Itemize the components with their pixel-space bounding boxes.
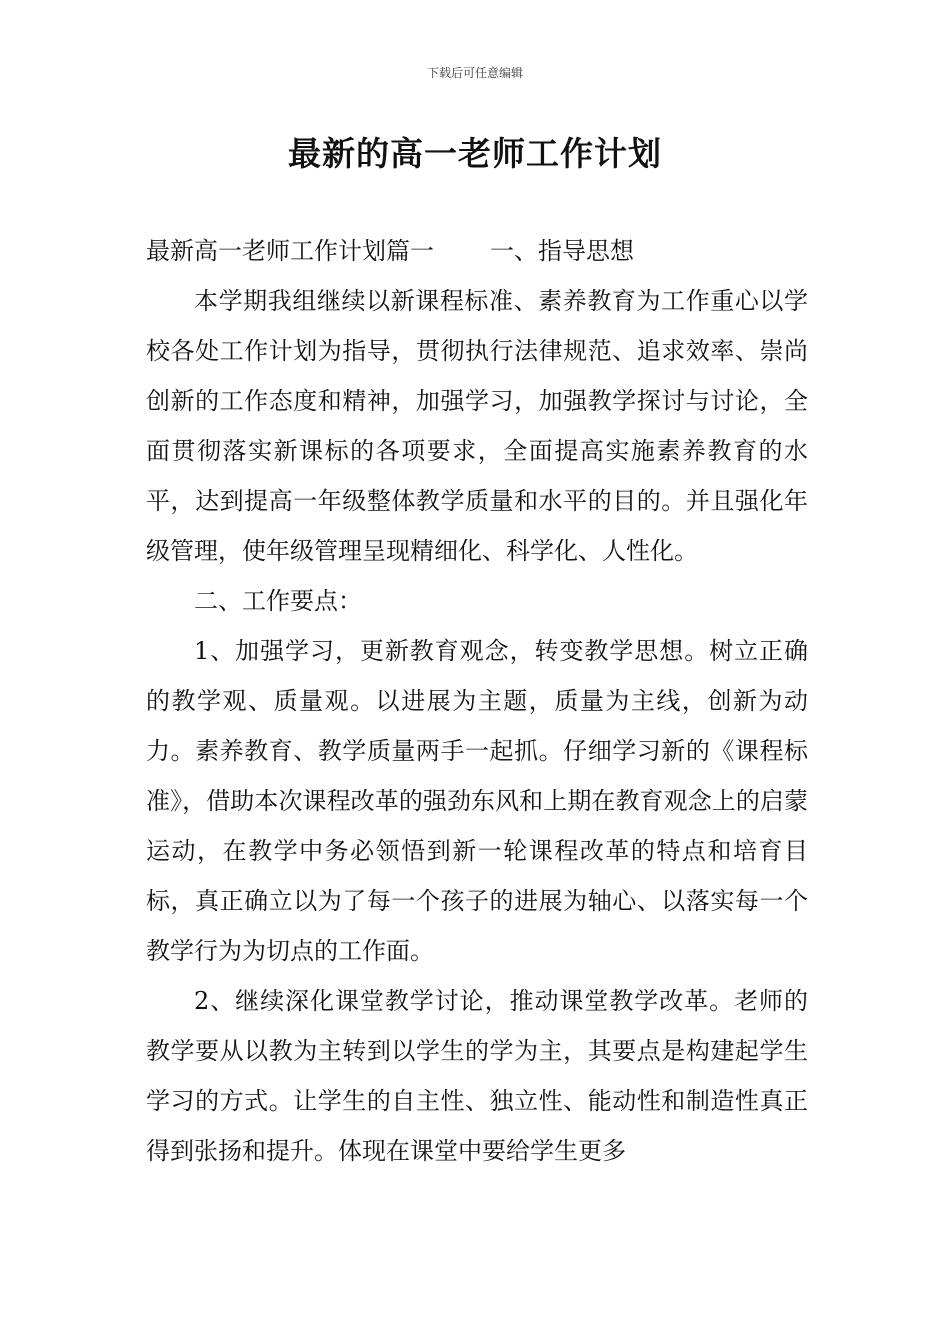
paragraph: 2、继续深化课堂教学讨论，推动课堂教学改革。老师的教学要从以教为主转到以学生的学为主，其要点是构建起学生学习的方式。让学生的自主性、独立性、能动性和制造性真正得到张扬和提升。体现在课堂中要给学生更多 bbox=[146, 987, 808, 1165]
section-intro-line bbox=[146, 226, 808, 276]
body-text bbox=[146, 226, 808, 1176]
paragraph: 1、加强学习，更新教育观念，转变教学思想。树立正确的教学观、质量观。以进展为主题，质量为主线，创新为动力。素养教育、教学质量两手一起抓。仔细学习新的《课程标准》，借助本次课程改革的强劲东风和上期在教育观念上的启蒙运动，在教学中务必领悟到新一轮课程改革的特点和培育目标，真正确立以为了每一个孩子的进展为轴心、以落实每一个教学行为为切点的工作面。 bbox=[146, 637, 808, 965]
paragraph-heading: 二、工作要点： bbox=[194, 587, 362, 615]
header-note: 下载后可任意编辑 bbox=[426, 66, 523, 80]
page-title: 最新的高一老师工作计划 bbox=[288, 134, 662, 173]
section-heading: 一、指导思想 bbox=[490, 237, 634, 265]
paragraph: 本学期我组继续以新课程标准、素养教育为工作重心以学校各处工作计划为指导，贯彻执行法律规范、追求效率、崇尚创新的工作态度和精神，加强学习，加强教学探讨与讨论，全面贯彻落实新课标的各项要求，全面提高实施素养教育的水平，达到提高一年级整体教学质量和水平的目的。并且强化年级管理，使年级管理呈现精细化、科学化、人性化。 bbox=[146, 287, 808, 565]
section-label: 最新高一老师工作计划篇一 bbox=[146, 237, 434, 265]
